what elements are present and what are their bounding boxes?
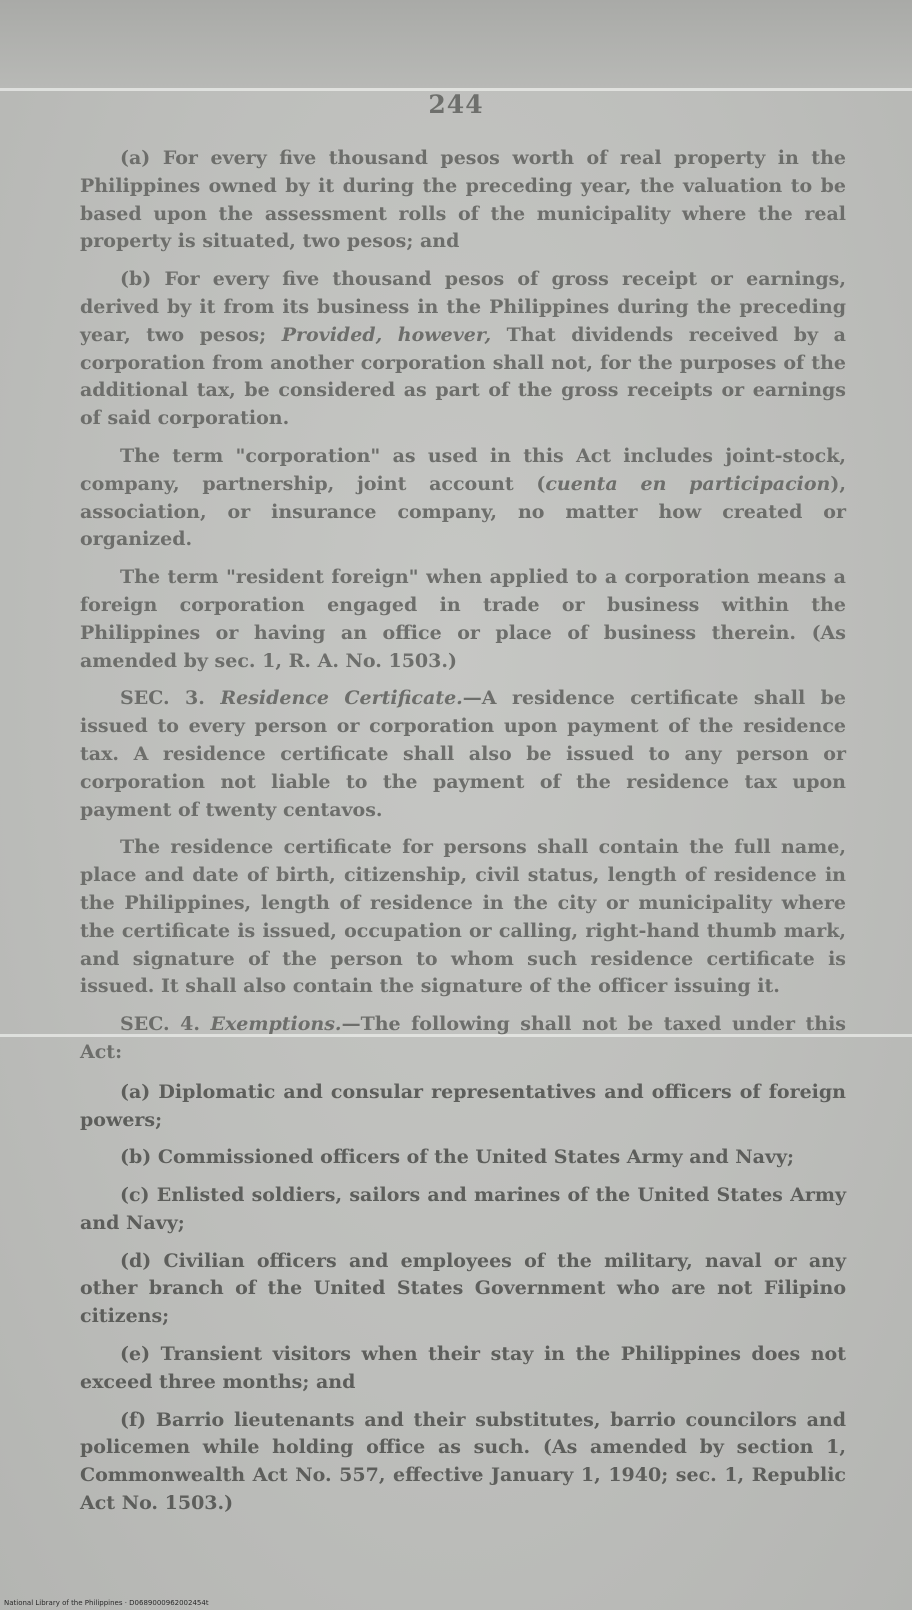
exemption-d: (d) Civilian officers and employees of the military, naval or any other branch of the United States Government who are not Filipino citizens; — [80, 1249, 846, 1328]
top-shadow-band — [0, 0, 912, 88]
paragraph-corporation-definition: The term "corporation" as used in this Act includes joint-stock, company, partnership, joint account (cuenta en participacion), association, or insurance company, no matter how created or organized. — [80, 444, 846, 551]
exemption-f: (f) Barrio lieutenants and their substitutes, barrio councilors and policemen while holding office as such. (As amended by section 1, Commonwealth Act No. 557, effective January 1, 1940; sec. 1, Republic Act No. 1503.) — [80, 1408, 846, 1515]
exemptions-list — [80, 1079, 846, 1518]
section-3-residence-certificate: SEC. 3. Residence Certificate.—A residence certificate shall be issued to every person or corporation upon payment of the residence tax. A residence certificate shall also be issued to any person or corporation not liable to the payment of the residence tax upon payment of twenty centavos. — [80, 687, 847, 821]
paragraph-b-gross-receipts: (b) For every five thousand pesos of gross receipt or earnings, derived by it from its business in the Philippines during the preceding year, two pesos; Provided, however, That dividends received by a corporation from another corporation shall not, for the purposes of the additional tax, be considered as part of the gross receipts or earnings of said corporation. — [80, 268, 846, 430]
exemption-a: (a) Diplomatic and consular representatives and officers of foreign powers; — [80, 1080, 846, 1131]
library-credit: National Library of the Philippines · D0689000962002454t — [4, 1599, 209, 1607]
section-4-exemptions: SEC. 4. Exemptions.—The following shall not be taxed under this Act: — [80, 1013, 847, 1063]
page-body — [80, 145, 846, 1528]
paragraph-a-real-property: (a) For every five thousand pesos worth of real property in the Philippines owned by it during the preceding year, the valuation to be based upon the assessment rolls of the municipality where the real property is situated, two pesos; and — [80, 147, 846, 253]
exemption-c: (c) Enlisted soldiers, sailors and marines of the United States Army and Navy; — [80, 1184, 846, 1234]
paragraph-certificate-contents: The residence certificate for persons shall contain the full name, place and date of birth, citizenship, civil status, length of residence in the Philippines, length of residence in the city or municipality where the certificate is issued, occupation or calling, right-hand thumb mark, and signature of the person to whom such residence certificate is issued. It shall also contain the signature of the officer issuing it. — [80, 836, 846, 998]
exemption-e: (e) Transient visitors when their stay in the Philippines does not exceed three months; and — [80, 1343, 846, 1393]
paragraph-resident-foreign: The term "resident foreign" when applied to a corporation means a foreign corporation engaged in trade or business within the Philippines or having an office or place of business therein. (As amended by sec. 1, R. A. No. 1503.) — [80, 566, 846, 672]
page-number: 244 — [428, 90, 484, 119]
exemption-b: (b) Commissioned officers of the United States Army and Navy; — [120, 1146, 795, 1169]
